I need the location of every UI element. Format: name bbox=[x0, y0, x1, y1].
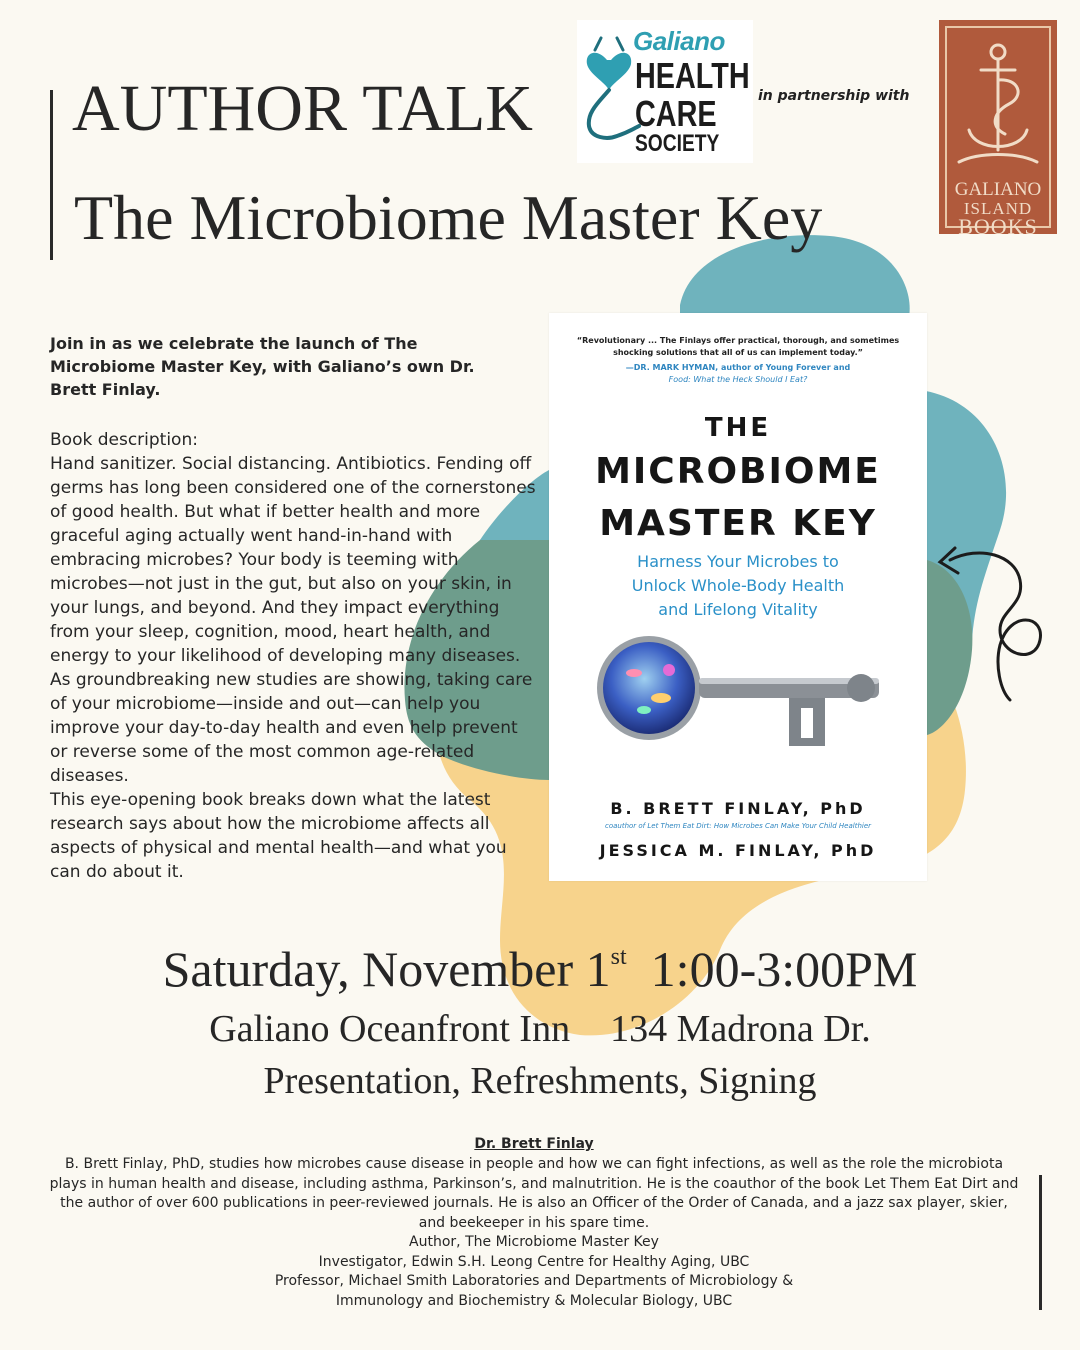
hcs-logo-care: CARE bbox=[635, 93, 717, 134]
description-paragraph: Hand sanitizer. Social distancing. Antibiotics. Fending off germs has long been considered one of the cornerstones of good health. But what if better health and more graceful aging actually went hand-in-hand with embracing microbes? Your body is teeming with microbes—not just in the gut, but also on your skin, in your lungs, and beyond. And they impact everything from your sleep, cognition, mood, heart health, and energy to your likelihood of developing many diseases. As groundbreaking new studies are showing, taking care of your microbiome—inside and out—can help you improve your day-to-day health and even help prevent or reverse some of the most common age-related diseases. bbox=[50, 454, 536, 786]
footer-accent-bar bbox=[1039, 1175, 1042, 1310]
book-title-heading: The Microbiome Master Key bbox=[74, 182, 823, 253]
island-books-logo bbox=[939, 20, 1057, 239]
hcs-logo-galiano: Galiano bbox=[633, 26, 725, 56]
title-accent-bar bbox=[50, 90, 53, 260]
cover-subtitle-line: Unlock Whole-Body Health bbox=[631, 576, 845, 595]
cover-title-line1: MICROBIOME bbox=[595, 451, 881, 492]
anchor-dolphin-icon bbox=[939, 30, 1057, 180]
island-books-name-line2: ISLAND bbox=[963, 199, 1033, 218]
book-description bbox=[50, 428, 540, 884]
cover-quote-attribution bbox=[569, 362, 907, 386]
cover-author1: B. BRETT FINLAY, PhD bbox=[610, 799, 866, 818]
cover-coauthor-note: coauthor of Let Them Eat Dirt: How Microbes Can Make Your Child Healthier bbox=[604, 822, 872, 830]
cover-quote-attribution-line: —DR. MARK HYMAN, author of Young Forever and bbox=[625, 363, 851, 372]
bio-role: Professor, Michael Smith Laboratories and Departments of Microbiology & bbox=[274, 1273, 794, 1289]
health-care-society-logo bbox=[577, 20, 753, 163]
island-books-name-line1: GALIANO bbox=[954, 179, 1042, 200]
bio-role: Investigator, Edwin S.H. Leong Centre for Healthy Aging, UBC bbox=[318, 1253, 750, 1270]
bio-role: Author, The Microbiome Master Key bbox=[409, 1234, 659, 1250]
description-paragraph: This eye-opening book breaks down what the latest research says about how the microbiome affects all aspects of physical and mental health—and what you can do about it. bbox=[50, 790, 507, 882]
event-date: Saturday, November 1 bbox=[162, 941, 611, 997]
bio-heading: Dr. Brett Finlay bbox=[474, 1136, 594, 1152]
partnership-text: in partnership with bbox=[758, 88, 910, 104]
page-title: AUTHOR TALK bbox=[72, 72, 533, 145]
event-venue: Galiano Oceanfront Inn bbox=[209, 1008, 571, 1050]
cover-subtitle bbox=[579, 550, 897, 622]
event-location bbox=[0, 1010, 1080, 1048]
cover-quote: “Revolutionary ... The Finlays offer practical, thorough, and sometimes shocking solutions that all of us can implement today.” bbox=[576, 336, 900, 357]
bio-role: Immunology and Biochemistry & Molecular Biology, UBC bbox=[335, 1292, 733, 1309]
event-date-suffix: st bbox=[610, 944, 627, 970]
intro-text: Join in as we celebrate the launch of The Microbiome Master Key, with Galiano’s own Dr. Brett Finlay. bbox=[50, 334, 475, 399]
event-address: 134 Madrona Dr. bbox=[610, 1008, 871, 1050]
cover-title-the: THE bbox=[704, 413, 772, 443]
microbe-key-icon bbox=[549, 618, 927, 758]
event-date-time bbox=[0, 941, 1080, 997]
cover-subtitle-line: Harness Your Microbes to bbox=[637, 552, 839, 571]
cover-title-line2: MASTER KEY bbox=[599, 503, 877, 544]
book-cover-image bbox=[549, 313, 927, 881]
bio-text: B. Brett Finlay, PhD, studies how microbes cause disease in people and how we can fight infections, as well as the role the microbiota plays in human health and disease, including asthma, Parkinson’s, and malnutrition. He is the coauthor of the book Let Them Eat Dirt and the author of over 600 publications in peer-reviewed journals. He is also an Officer of the Order of Canada, and a jazz sax player, skier, and beekeeper in his spare time. bbox=[49, 1156, 1019, 1231]
description-heading: Book description: bbox=[50, 430, 198, 450]
cover-subtitle-line: and Lifelong Vitality bbox=[658, 600, 818, 619]
author-bio bbox=[48, 1155, 1020, 1311]
hcs-logo-health: HEALTH bbox=[635, 55, 750, 96]
event-activities: Presentation, Refreshments, Signing bbox=[263, 1060, 817, 1102]
cover-author2: JESSICA M. FINLAY, PhD bbox=[599, 841, 877, 860]
cover-quote-attribution-line: Food: What the Heck Should I Eat? bbox=[668, 375, 808, 384]
event-time: 1:00-3:00PM bbox=[650, 941, 918, 997]
hcs-logo-society: SOCIETY bbox=[635, 130, 720, 157]
island-books-name-line3: BOOKS bbox=[958, 214, 1038, 239]
